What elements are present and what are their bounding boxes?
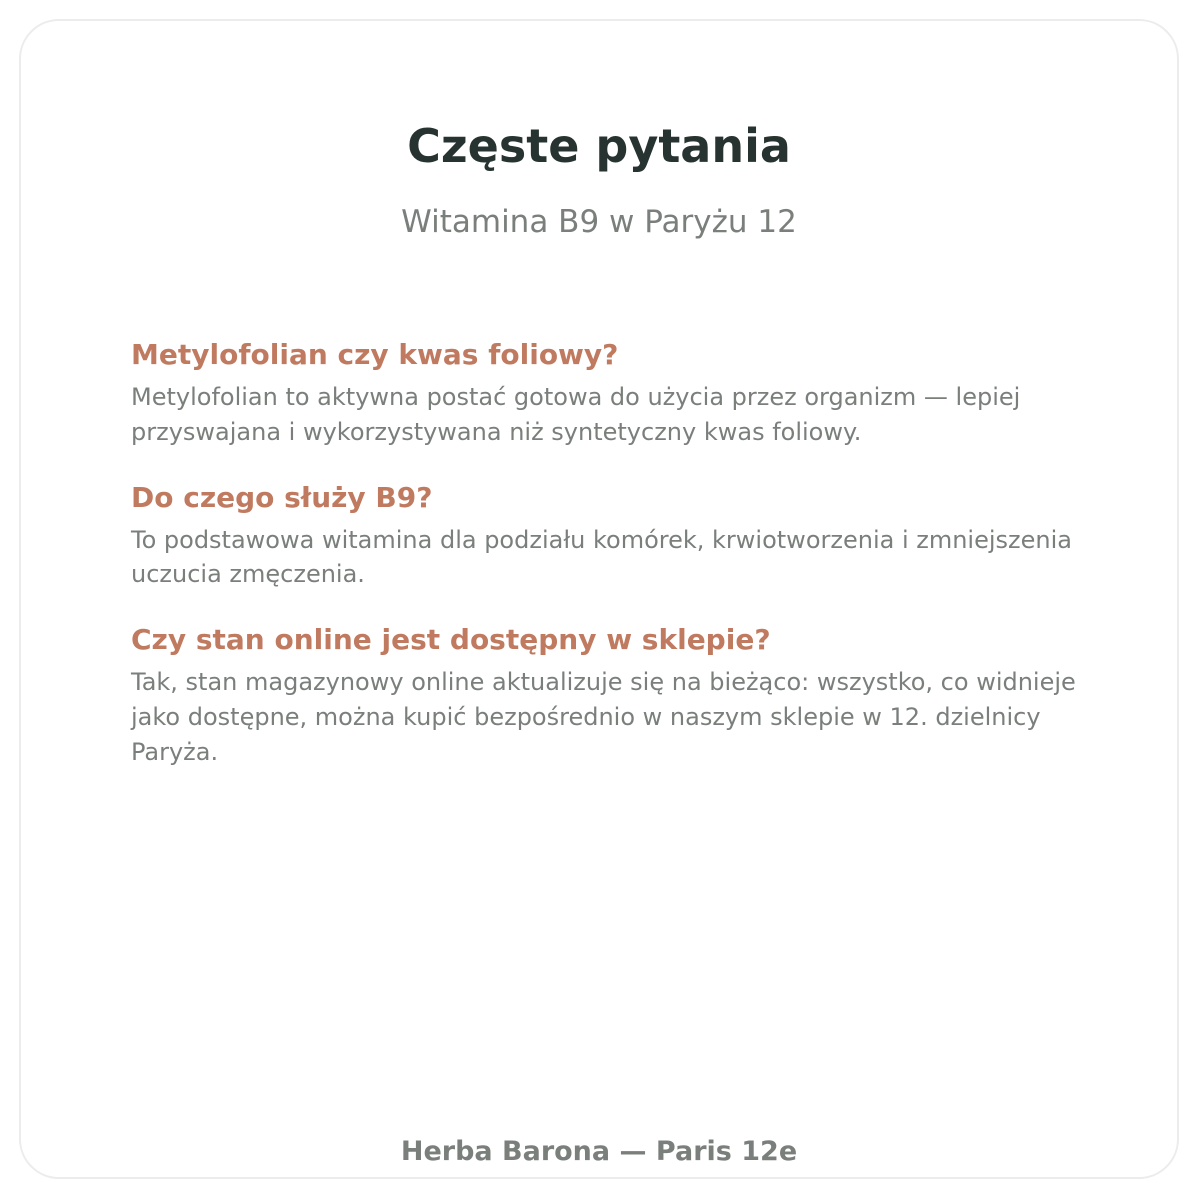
footer-brand: Herba Barona — Paris 12e xyxy=(400,1136,798,1167)
page-title: Częste pytania xyxy=(407,119,791,173)
faq-item xyxy=(131,337,1091,450)
faq-item xyxy=(131,622,1091,769)
faq-answer: To podstawowa witamina dla podziału komórek, krwiotworzenia i zmniejszenia uczucia zmęczenia. xyxy=(131,525,1072,589)
faq-item xyxy=(131,480,1091,593)
faq-question: Do czego służy B9? xyxy=(131,480,433,514)
faq-question: Metylofolian czy kwas foliowy? xyxy=(131,338,619,371)
page-subtitle: Witamina B9 w Paryżu 12 xyxy=(401,204,797,240)
faq-answer: Tak, stan magazynowy online aktualizuje się na bieżąco: wszystko, co widnieje jako dostępne, można kupić bezpośrednio w naszym sklepie w 12. dzielnicy Paryża. xyxy=(131,668,1076,766)
faq-answer: Metylofolian to aktywna postać gotowa do użycia przez organizm — lepiej przyswajana i wykorzystywana niż syntetyczny kwas foliowy. xyxy=(131,383,1021,446)
faq-question: Czy stan online jest dostępny w sklepie? xyxy=(131,623,771,657)
faq-list xyxy=(131,337,1091,800)
faq-card xyxy=(19,19,1179,1179)
